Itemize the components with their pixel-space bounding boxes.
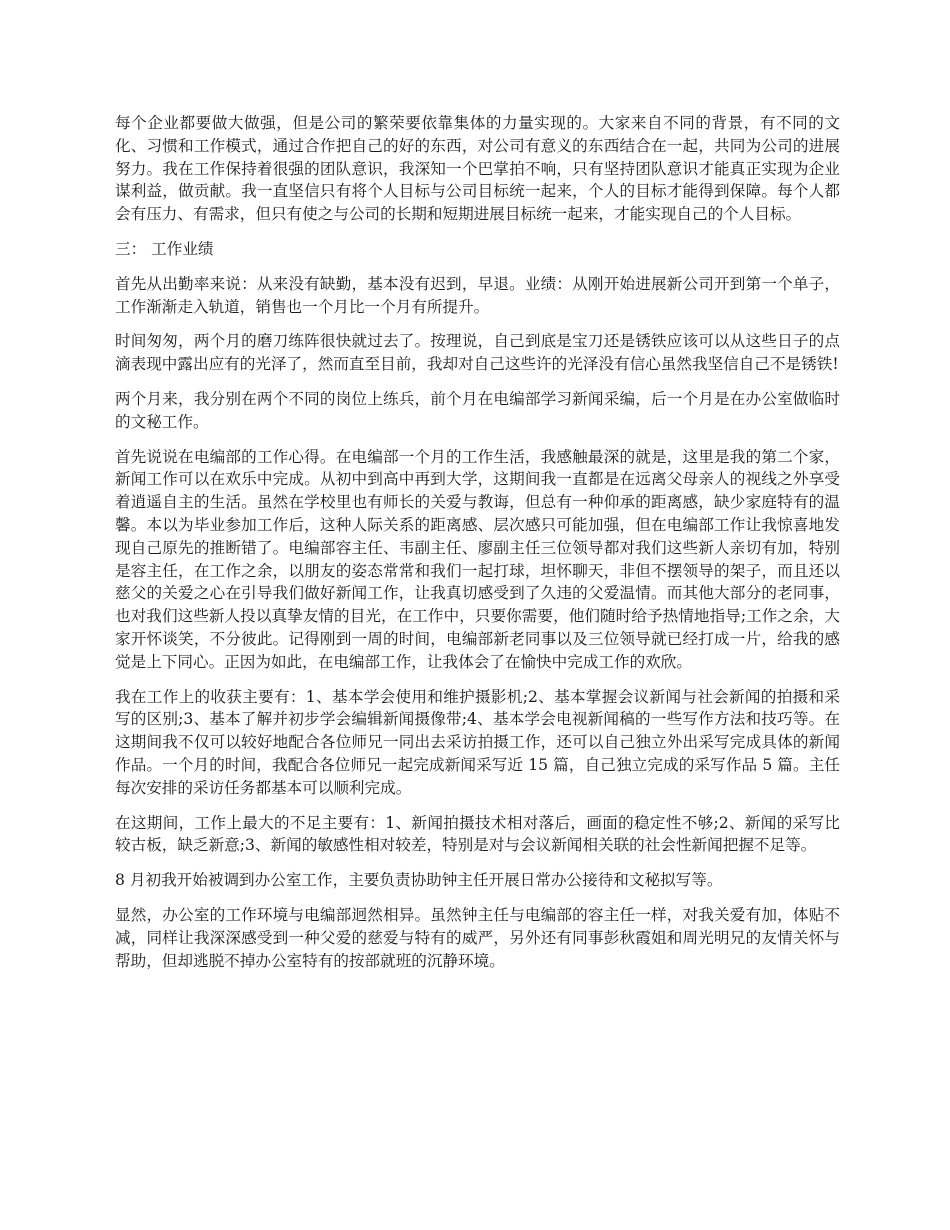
paragraph-teamwork: 每个企业都要做大做强，但是公司的繁荣要依靠集体的力量实现的。大家来自不同的背景，有不同的文化、习惯和工作模式，通过合作把自己的好的东西，对公司有意义的东西结合在一起，共同为公司的进展努力。我在工作保持着很强的团队意识，我深知一个巴掌拍不响，只有坚持团队意识才能真正实现为企业谋利益，做贡献。我一直坚信只有将个人目标与公司目标统一起来，个人的目标才能得到保障。每个人都会有压力、有需求，但只有使之与公司的长期和短期进展目标统一起来，才能实现自己的个人目标。 — [115, 114, 840, 224]
paragraph-two-positions: 两个月来，我分别在两个不同的岗位上练兵，前个月在电编部学习新闻采编，后一个月是在办公室做临时的文秘工作。 — [115, 389, 840, 431]
paragraph-editing-department: 首先说说在电编部的工作心得。在电编部一个月的工作生活，我感触最深的就是，这里是我的第二个家，新闻工作可以在欢乐中完成。从初中到高中再到大学，这期间我一直都是在远离父母亲人的视线之外享受着逍遥自主的生活。虽然在学校里也有师长的关爱与教诲，但总有一种仰承的距离感，缺少家庭特有的温馨。本以为毕业参加工作后，这种人际关系的距离感、层次感只可能加强，但在电编部工作让我惊喜地发现自己原先的推断错了。电编部容主任、韦副主任、廖副主任三位领导都对我们这些新人亲切有加，特别是容主任，在工作之余，以朋友的姿态常常和我们一起打球，坦怀聊天，非但不摆领导的架子，而且还以慈父的关爱之心在引导我们做好新闻工作，让我真切感受到了久违的父爱温情。而其他大部分的老同事，也对我们这些新人投以真挚友情的目光，在工作中，只要你需要，他们随时给予热情地指导;工作之余，大家开怀谈笑，不分彼此。记得刚到一周的时间，电编部新老同事以及三位领导就已经打成一片，给我的感觉是上下同心。正因为如此，在电编部工作，让我体会了在愉快中完成工作的欢欣。 — [115, 447, 840, 671]
paragraph-attendance: 首先从出勤率来说：从来没有缺勤，基本没有迟到，早退。业绩：从刚开始进展新公司开到第一个单子，工作渐渐走入轨道，销售也一个月比一个月有所提升。 — [115, 274, 840, 316]
paragraph-shortcomings: 在这期间，工作上最大的不足主要有：1、新闻拍摄技术相对落后，画面的稳定性不够;2、新闻的采写比较古板，缺乏新意;3、新闻的敏感性相对较差，特别是对与会议新闻相关联的社会性新闻把握不足等。 — [115, 813, 840, 855]
paragraph-two-months: 时间匆匆，两个月的磨刀练阵很快就过去了。按理说，自己到底是宝刀还是锈铁应该可以从这些日子的点滴表现中露出应有的光泽了，然而直至目前，我却对自己这些许的光泽没有信心虽然我坚信自己不是锈铁! — [115, 332, 840, 374]
paragraph-gains: 我在工作上的收获主要有：1、基本学会使用和维护摄影机;2、基本掌握会议新闻与社会新闻的拍摄和采写的区别;3、基本了解并初步学会编辑新闻摄像带;4、基本学会电视新闻稿的一些写作方法和技巧等。在这期间我不仅可以较好地配合各位师兄一同出去采访拍摄工作，还可以自己独立外出采写完成具体的新闻作品。一个月的时间，我配合各位师兄一起完成新闻采写近 15 篇，自己独立完成的采写作品 5 篇。主任每次安排的采访任务都基本可以顺利完成。 — [115, 687, 840, 797]
section-heading-work-performance: 三： 工作业绩 — [115, 239, 214, 258]
paragraph-office-environment: 显然，办公室的工作环境与电编部迥然相异。虽然钟主任与电编部的容主任一样，对我关爱有加，体贴不减，同样让我深深感受到一种父爱的慈爱与特有的威严，另外还有同事彭秋霞姐和周光明兄的友情关怀与帮助，但却逃脱不掉办公室特有的按部就班的沉静环境。 — [115, 905, 840, 970]
paragraph-office-transfer: 8 月初我开始被调到办公室工作，主要负责协助钟主任开展日常办公接待和文秘拟写等。 — [115, 871, 723, 890]
document-body — [115, 112, 840, 984]
